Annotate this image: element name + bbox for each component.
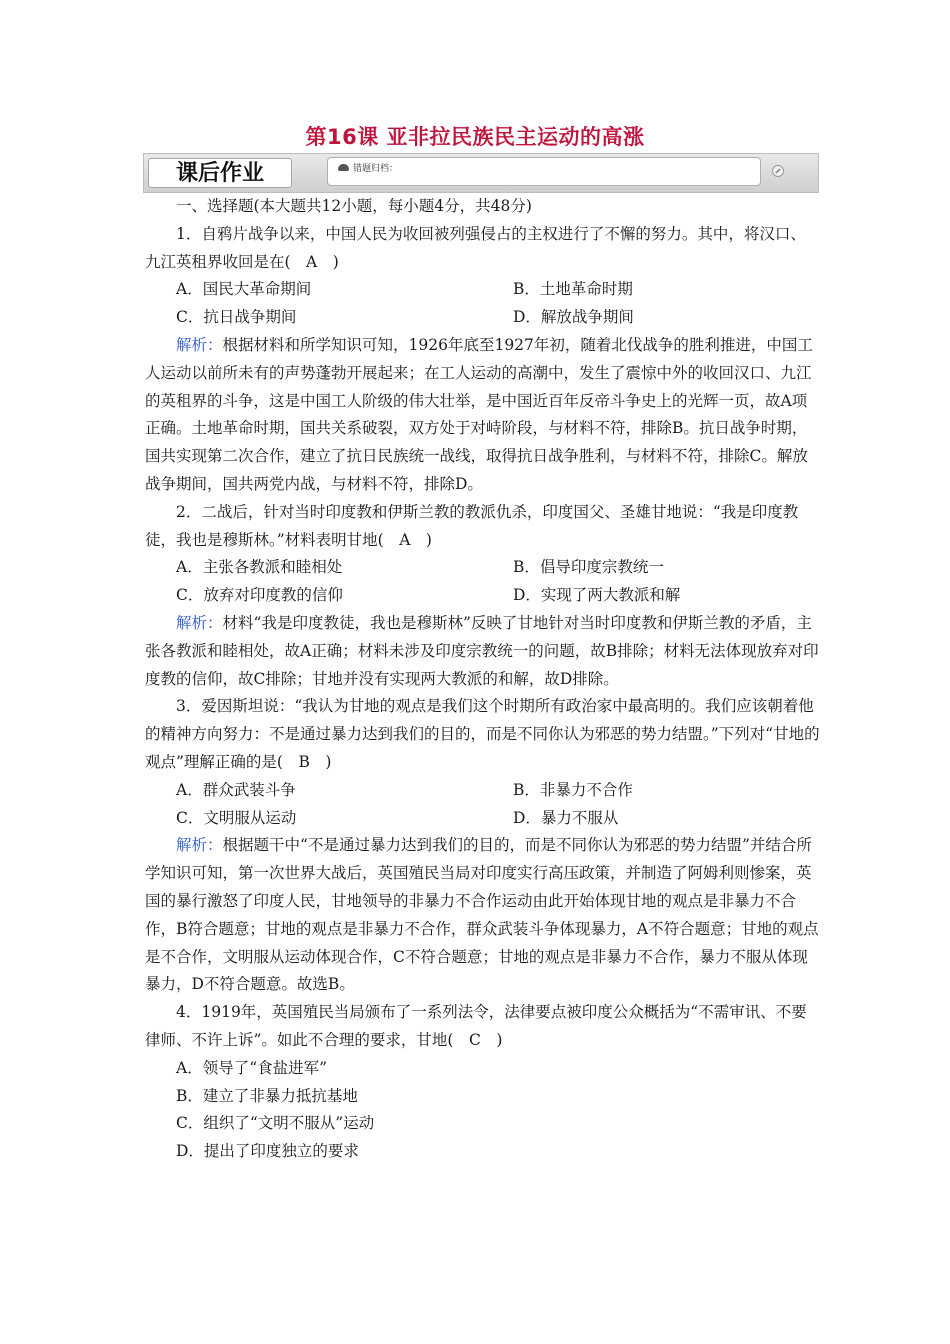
option-row [145,582,821,610]
option-b: B．非暴力不合作 [513,780,633,799]
analysis-text: 根据题干中“不是通过暴力达到我们的目的，而是不同你认为邪恶的势力结盟”并结合所学知识可知，第一次世界大战后，英国殖民当局对印度实行高压政策，并制造了阿姆利则惨案，英国的暴行激怒了印度人民，甘地领导的非暴力不合作运动由此开始体现甘地的观点是非暴力不合作，B符合题意；甘地的观点是非暴力不合作，群众武装斗争体现暴力，A不符合题意；甘地的观点是不合作，文明服从运动体现合作，C不符合题意；甘地的观点是非暴力不合作，暴力不服从体现暴力，D不符合题意。故选B。 [145,836,819,994]
error-archive-hint: 错题归档： [353,164,399,174]
option-b: B．倡导印度宗教统一 [513,558,664,577]
analysis-label: 解析： [176,836,223,855]
option-a: A．国民大革命期间 [176,280,312,299]
question-stem: 3．爱因斯坦说：“我认为甘地的观点是我们这个时期所有政治家中最高明的。我们应该朝着他的精神方向努力：不是通过暴力达到我们的目的，而是不同你认为邪恶的势力结盟。”下列对“甘地的观点”理解正确的是( B ) [145,697,820,771]
option-a: A．主张各教派和睦相处 [176,558,343,577]
question-content [145,193,821,1166]
option-row [145,777,821,805]
question-stem: 4．1919年，英国殖民当局颁布了一系列法令，法律要点被印度公众概括为“不需审讯、不要律师、不许上诉”。如此不合理的要求，甘地( C ) [145,1003,807,1049]
option-c: C．文明服从运动 [176,808,297,827]
option-c: C．放弃对印度教的信仰 [176,586,343,605]
option-row [145,304,821,332]
error-archive-box[interactable] [327,157,761,186]
option-d: D．暴力不服从 [513,808,619,827]
option-c: C．抗日战争期间 [176,308,297,327]
option-b: B．建立了非暴力抵抗基地 [176,1086,358,1105]
option-a: A．群众武装斗争 [176,780,296,799]
option-d: D．实现了两大教派和解 [513,586,681,605]
page-title: 第16课 亚非拉民族民主运动的高涨 [305,125,645,149]
option-b: B．土地革命时期 [513,280,633,299]
homework-banner [143,153,819,193]
option-d: D．解放战争期间 [513,308,634,327]
option-row [145,554,821,582]
option-c: C．组织了“文明不服从”运动 [176,1114,375,1133]
question-stem: 2．二战后，针对当时印度教和伊斯兰教的教派仇杀，印度国父、圣雄甘地说：“我是印度教徒，我也是穆斯林。”材料表明甘地( A ) [145,502,799,549]
pen-icon[interactable] [772,165,784,177]
analysis [145,832,821,999]
option-d: D．提出了印度独立的要求 [176,1142,359,1161]
question-stem: 1．自鸦片战争以来，中国人民为收回被列强侵占的主权进行了不懈的努力。其中，将汉口、九江英租界收回是在( A ) [145,224,806,271]
analysis-text: 根据材料和所学知识可知，1926年底至1927年初，随着北伐战争的胜利推进，中国工人运动以前所未有的声势蓬勃开展起来；在工人运动的高潮中，发生了震惊中外的收回汉口、九江的英租界的斗争，这是中国工人阶级的伟大壮举，是中国近百年反帝斗争史上的光辉一页，故A项正确。土地革命时期，国共关系破裂，双方处于对峙阶段，与材料不符，排除B。抗日战争时期，国共实现第二次合作，建立了抗日民族统一战线，取得抗日战争胜利，与材料不符，排除C。解放战争期间，国共两党内战，与材料不符，排除D。 [145,335,813,493]
cloud-icon [338,164,349,171]
analysis-label: 解析： [176,613,223,632]
analysis [145,610,821,693]
banner-label: 课后作业 [148,158,292,188]
analysis [145,332,821,499]
analysis-text: 材料“我是印度教徒，我也是穆斯林”反映了甘地针对当时印度教和伊斯兰教的矛盾，主张各教派和睦相处，故A正确；材料未涉及印度宗教统一的问题，故B排除；材料无法体现放弃对印度教的信仰，故C排除；甘地并没有实现两大教派的和解，故D排除。 [145,613,819,688]
section-heading: 一、选择题(本大题共12小题，每小题4分，共48分) [176,197,532,215]
option-a: A．领导了“食盐进军” [176,1058,328,1077]
option-row [145,276,821,304]
analysis-label: 解析： [176,335,223,354]
option-row [145,805,821,833]
